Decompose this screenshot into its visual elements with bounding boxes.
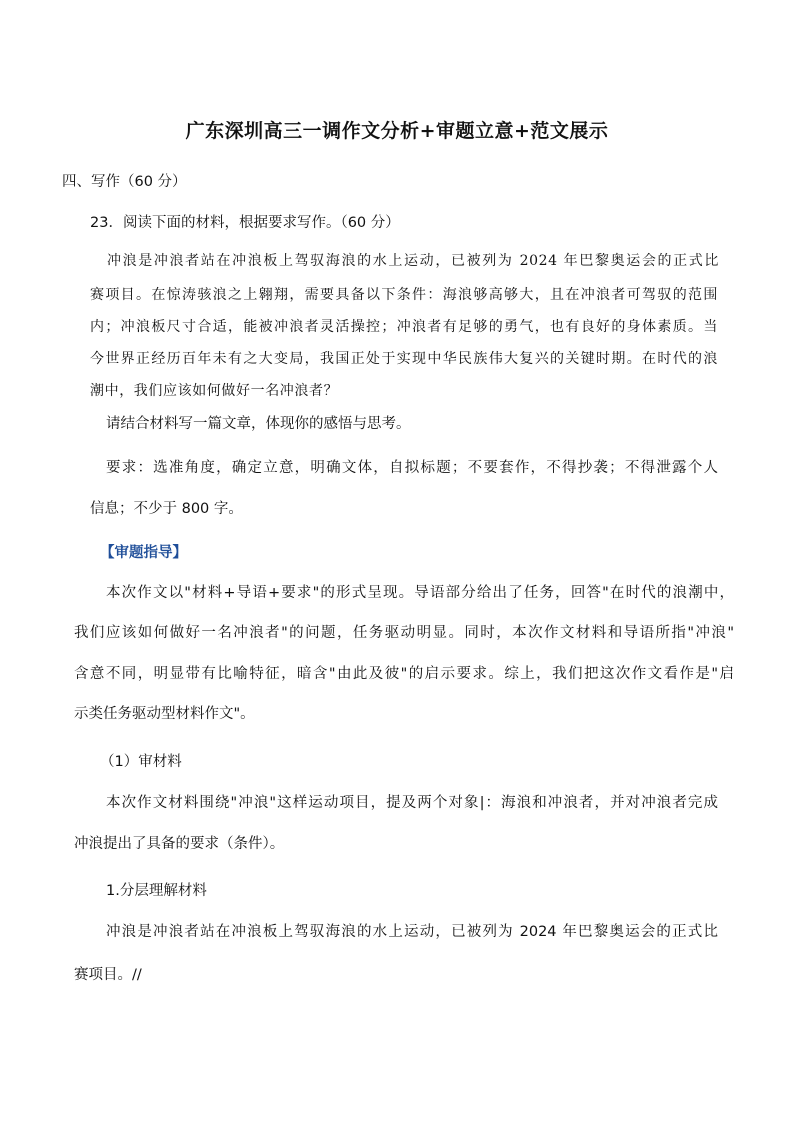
instruction-line: 请结合材料写一篇文章，体现你的感悟与思考。 <box>106 416 411 432</box>
guide-line-1: 本次作文以"材料+导语+要求"的形式呈现。导语部分给出了任务，回答"在时代的浪潮中， <box>106 585 734 601</box>
sub1-heading: （1）审材料 <box>100 754 182 770</box>
material-line-2: 赛项目。在惊涛骇浪之上翱翔，需要具备以下条件：海浪够高够大，且在冲浪者可驾驭的范围 <box>90 287 718 303</box>
point1-heading: 1.分层理解材料 <box>106 883 207 899</box>
document-title: 广东深圳高三一调作文分析+审题立意+范文展示 <box>185 120 609 142</box>
guide-line-3: 含意不同，明显带有比喻特征，暗含"由此及彼"的启示要求。综上，我们把这次作文看作是"启 <box>74 666 734 682</box>
material-line-4: 今世界正经历百年未有之大变局，我国正处于实现中华民族伟大复兴的关键时期。在时代的浪 <box>90 351 718 367</box>
requirements-line-1: 要求：选准角度，确定立意，明确文体，自拟标题；不要套作，不得抄袭；不得泄露个人 <box>106 460 718 476</box>
guide-line-4: 示类任务驱动型材料作文"。 <box>74 706 255 722</box>
guide-label: 【审题指导】 <box>100 545 187 561</box>
question-line: 23．阅读下面的材料，根据要求写作。（60 分） <box>90 215 400 231</box>
material-line-1: 冲浪是冲浪者站在冲浪板上驾驭海浪的水上运动，已被列为 2024 年巴黎奥运会的正式比 <box>107 253 719 269</box>
sub1-line-2: 冲浪提出了具备的要求（条件）。 <box>74 836 285 852</box>
point1-line-2: 赛项目。// <box>74 967 142 983</box>
material-line-5: 潮中，我们应该如何做好一名冲浪者？ <box>90 383 339 399</box>
requirements-line-2: 信息；不少于 800 字。 <box>90 501 243 517</box>
guide-line-2: 我们应该如何做好一名冲浪者"的问题，任务驱动明显。同时，本次作文材料和导语所指"冲浪" <box>74 625 734 641</box>
sub1-line-1: 本次作文材料围绕"冲浪"这样运动项目，提及两个对象|：海浪和冲浪者，并对冲浪者完成 <box>106 795 718 811</box>
section-heading: 四、写作（60 分） <box>62 174 187 190</box>
point1-line-1: 冲浪是冲浪者站在冲浪板上驾驭海浪的水上运动，已被列为 2024 年巴黎奥运会的正式比 <box>106 924 718 940</box>
material-line-3: 内；冲浪板尺寸合适，能被冲浪者灵活操控；冲浪者有足够的勇气，也有良好的身体素质。当 <box>90 319 718 335</box>
